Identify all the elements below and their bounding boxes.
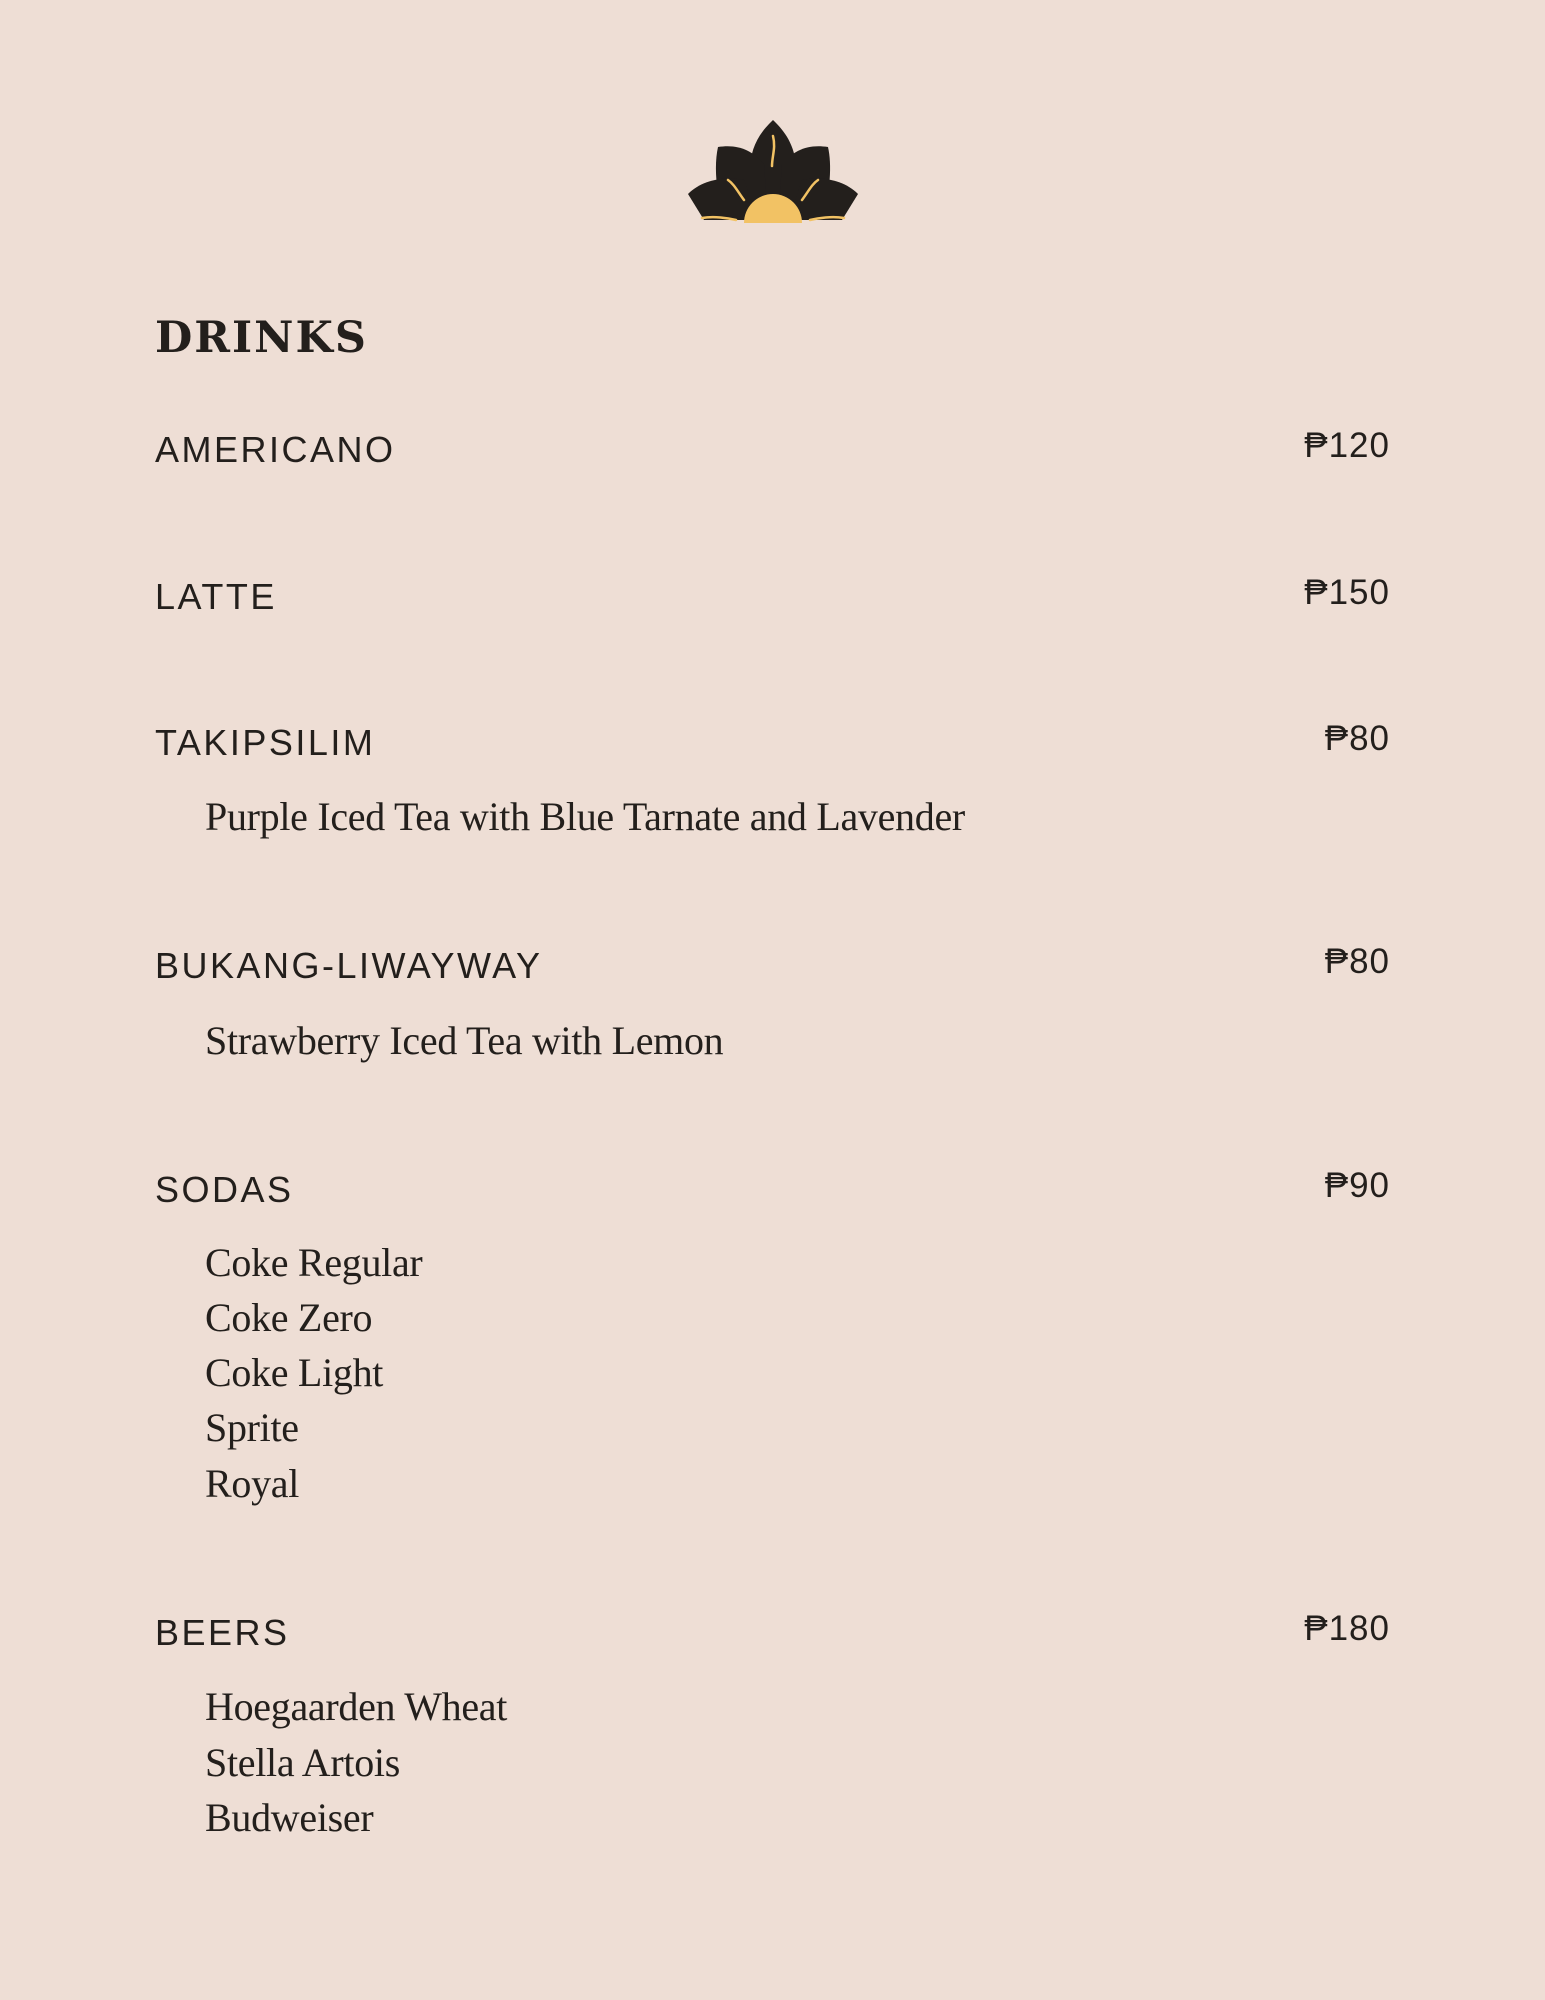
beer-option: Hoegaarden Wheat [205,1684,508,1729]
item-price: ₱150 [1304,573,1390,612]
menu-item-takipsilim [155,718,1390,768]
item-name: AMERICANO [155,429,396,470]
item-name: LATTE [155,576,277,617]
item-name: SODAS [155,1169,294,1210]
item-price: ₱180 [1304,1609,1390,1648]
item-name: TAKIPSILIM [155,722,376,763]
soda-option: Coke Zero [205,1295,373,1340]
soda-option: Coke Regular [205,1240,423,1285]
menu-item-beers [155,1608,1390,1658]
menu-item-sodas [155,1165,1390,1215]
item-price: ₱90 [1324,1166,1390,1205]
item-description: Strawberry Iced Tea with Lemon [205,1018,724,1063]
section-title: DRINKS [155,313,368,363]
item-price: ₱120 [1304,426,1390,465]
menu-item-bukang-liwayway [155,941,1390,991]
item-price: ₱80 [1324,719,1390,758]
beer-option: Budweiser [205,1795,374,1840]
menu-item-latte [155,572,1390,622]
sunflower-logo-icon [688,120,858,224]
item-price: ₱80 [1324,942,1390,981]
menu-item-americano [155,425,1390,475]
soda-option: Royal [205,1461,300,1506]
soda-option: Sprite [205,1405,299,1450]
soda-option: Coke Light [205,1350,384,1395]
beer-option: Stella Artois [205,1740,400,1785]
item-description: Purple Iced Tea with Blue Tarnate and Lavender [205,794,965,839]
item-name: BUKANG-LIWAYWAY [155,945,543,986]
item-name: BEERS [155,1612,290,1653]
